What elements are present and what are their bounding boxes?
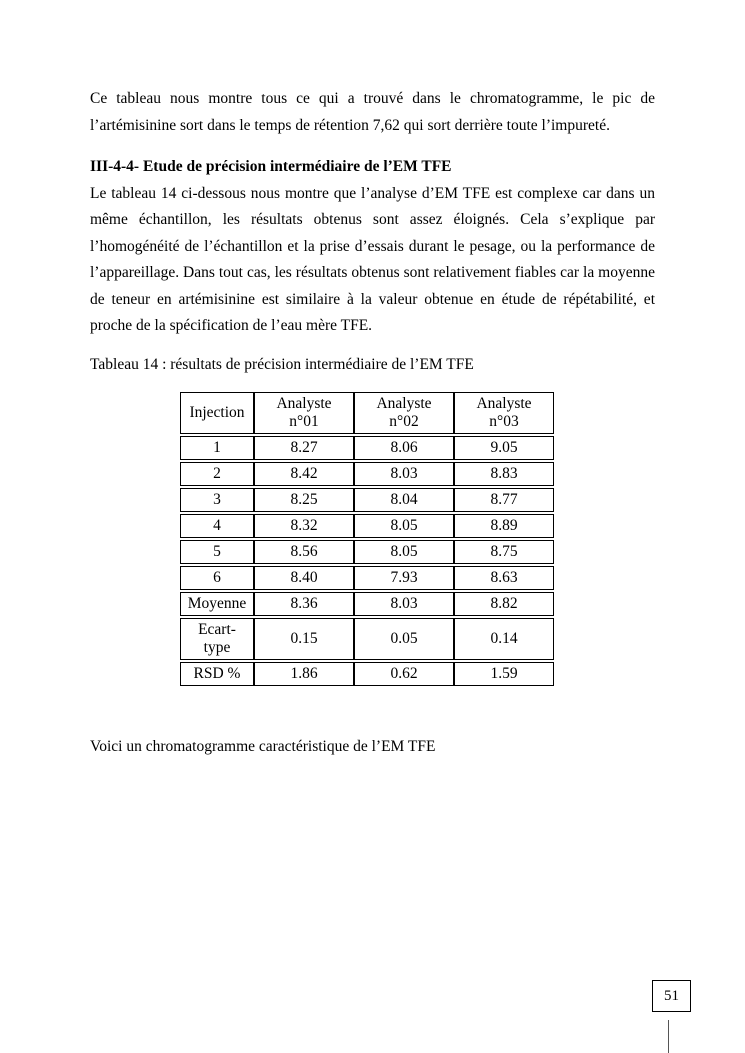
table-cell: 8.42 <box>254 462 354 486</box>
table-cell: 6 <box>180 566 254 590</box>
table-cell: 8.06 <box>354 436 454 460</box>
table-row <box>180 488 554 512</box>
table-cell: Ecart-type <box>180 618 254 660</box>
table-cell: 9.05 <box>454 436 554 460</box>
table-header-analyste-02: Analyste n°02 <box>354 392 454 434</box>
table-cell: RSD % <box>180 662 254 686</box>
table-cell: 8.25 <box>254 488 354 512</box>
paragraph-analyse-precision: Le tableau 14 ci-dessous nous montre que l’analyse d’EM TFE est complexe car dans un même échantillon, les résultats obtenus sont assez éloignés. Cela s’explique par l’homogénéité de l’échantillon et la prise d’essais durant le pesage, ou la performance de l’appareillage. Dans tout cas, les résultats obtenus sont relativement fiables car la moyenne de teneur en artémisinine est similaire à la valeur obtenue en étude de répétabilité, et proche de la spécification de l’eau mère TFE. <box>90 184 655 334</box>
page-number: 51 <box>664 987 679 1004</box>
page-number-box <box>652 980 691 1012</box>
table-row <box>180 436 554 460</box>
table-cell: 8.40 <box>254 566 354 590</box>
section-heading: III-4-4- Etude de précision intermédiaire de l’EM TFE <box>90 158 452 175</box>
table-cell: 5 <box>180 540 254 564</box>
table-cell: 8.05 <box>354 514 454 538</box>
table-header-analyste-03: Analyste n°03 <box>454 392 554 434</box>
table-cell: 7.93 <box>354 566 454 590</box>
closing-text: Voici un chromatogramme caractéristique de l’EM TFE <box>90 738 436 755</box>
table-cell: Moyenne <box>180 592 254 616</box>
table-cell: 4 <box>180 514 254 538</box>
footer-mark <box>668 1020 669 1053</box>
table-cell: 8.77 <box>454 488 554 512</box>
table-row-moyenne <box>180 592 554 616</box>
table-header-row <box>180 392 554 434</box>
table-cell: 0.14 <box>454 618 554 660</box>
table-cell: 0.15 <box>254 618 354 660</box>
table-cell: 1 <box>180 436 254 460</box>
table-cell: 8.05 <box>354 540 454 564</box>
table-cell: 8.63 <box>454 566 554 590</box>
table-header-injection: Injection <box>180 392 254 434</box>
table-cell: 1.59 <box>454 662 554 686</box>
paragraph-chromatogramme: Ce tableau nous montre tous ce qui a trouvé dans le chromatogramme, le pic de l’artémisinine sort dans le temps de rétention 7,62 qui sort derrière toute l’impureté. <box>90 90 655 134</box>
table-cell: 0.05 <box>354 618 454 660</box>
table-cell: 8.03 <box>354 462 454 486</box>
table-cell: 8.04 <box>354 488 454 512</box>
table-row-rsd <box>180 662 554 686</box>
table-row <box>180 514 554 538</box>
table-cell: 8.36 <box>254 592 354 616</box>
table-header-analyste-01: Analyste n°01 <box>254 392 354 434</box>
table-row <box>180 540 554 564</box>
table-row <box>180 462 554 486</box>
table-row <box>180 566 554 590</box>
table-row-ecart-type <box>180 618 554 660</box>
precision-table <box>180 390 554 688</box>
table-cell: 8.03 <box>354 592 454 616</box>
table-cell: 8.83 <box>454 462 554 486</box>
table-cell: 8.56 <box>254 540 354 564</box>
table-cell: 2 <box>180 462 254 486</box>
page-content <box>90 86 655 761</box>
table-cell: 8.82 <box>454 592 554 616</box>
table-cell: 8.75 <box>454 540 554 564</box>
table-cell: 0.62 <box>354 662 454 686</box>
table-cell: 8.89 <box>454 514 554 538</box>
table-cell: 8.27 <box>254 436 354 460</box>
table-cell: 1.86 <box>254 662 354 686</box>
table-cell: 8.32 <box>254 514 354 538</box>
table-caption: Tableau 14 : résultats de précision intermédiaire de l’EM TFE <box>90 355 474 373</box>
table-cell: 3 <box>180 488 254 512</box>
